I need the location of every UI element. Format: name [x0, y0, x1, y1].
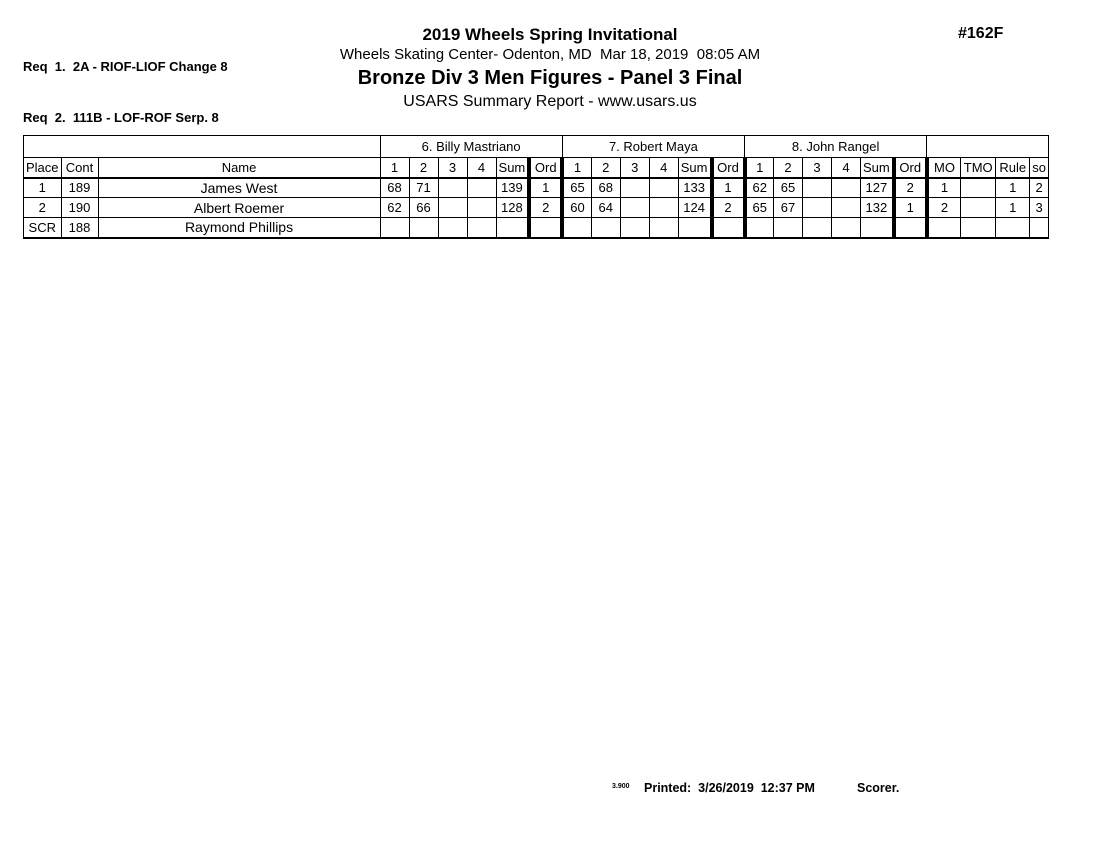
scorer-label: Scorer.: [857, 781, 900, 795]
contestant-number-cell: 188: [61, 218, 98, 238]
j7-sum-cell: [678, 218, 711, 238]
j6-score2-cell: 66: [409, 198, 438, 218]
j6-sum-header: Sum: [496, 158, 529, 178]
j7-sum-header: Sum: [678, 158, 711, 178]
judge-8-header: 8. John Rangel: [745, 136, 927, 158]
j8-ord-cell: [894, 218, 927, 238]
judge-6-header: 6. Billy Mastriano: [380, 136, 562, 158]
j8-score1-cell: [745, 218, 774, 238]
event-title: 2019 Wheels Spring Invitational: [422, 25, 678, 44]
j6-score2-header: 2: [409, 158, 438, 178]
j7-score2-cell: 64: [591, 198, 620, 218]
skater-name-cell: Albert Roemer: [98, 198, 380, 218]
requirement-line-2: Req 2. 111B - LOF-ROF Serp. 8: [23, 110, 219, 125]
j8-score3-cell: [803, 218, 832, 238]
j7-score3-cell: [620, 218, 649, 238]
j7-score1-header: 1: [562, 158, 591, 178]
j7-score1-cell: 60: [562, 198, 591, 218]
place-cell: 2: [24, 198, 62, 218]
j8-sum-cell: 127: [861, 178, 894, 198]
j8-sum-cell: [861, 218, 894, 238]
j7-score4-cell: [649, 178, 678, 198]
j6-ord-cell: [529, 218, 562, 238]
j7-ord-cell: 1: [712, 178, 745, 198]
judge-header-spacer-left: [24, 136, 381, 158]
rule-cell: 1: [996, 178, 1030, 198]
j6-sum-cell: 128: [496, 198, 529, 218]
table-row: [24, 198, 1049, 218]
tmo-cell: [961, 218, 996, 238]
j6-score4-cell: [467, 218, 496, 238]
mo-cell: 2: [927, 198, 961, 218]
j7-score3-cell: [620, 198, 649, 218]
j8-score4-cell: [832, 218, 861, 238]
tmo-cell: [961, 198, 996, 218]
j8-score3-cell: [803, 178, 832, 198]
j6-score2-cell: [409, 218, 438, 238]
j8-ord-cell: 2: [894, 178, 927, 198]
skater-name-cell: James West: [98, 178, 380, 198]
j7-score1-cell: 65: [562, 178, 591, 198]
j8-score2-cell: [774, 218, 803, 238]
j6-sum-cell: [496, 218, 529, 238]
mo-cell: 1: [927, 178, 961, 198]
j6-sum-cell: 139: [496, 178, 529, 198]
place-cell: 1: [24, 178, 62, 198]
table-row: [24, 178, 1049, 198]
j7-score2-cell: [591, 218, 620, 238]
report-type-line: USARS Summary Report - www.usars.us: [403, 93, 697, 110]
event-number: #162F: [958, 25, 1004, 42]
judge-7-header: 7. Robert Maya: [562, 136, 744, 158]
j7-sum-cell: 133: [678, 178, 711, 198]
j7-sum-cell: 124: [678, 198, 711, 218]
j8-score3-cell: [803, 198, 832, 218]
j8-score4-cell: [832, 198, 861, 218]
j8-score4-header: 4: [832, 158, 861, 178]
j6-score3-header: 3: [438, 158, 467, 178]
judge-header-spacer-right: [927, 136, 1049, 158]
mo-cell: [927, 218, 961, 238]
j6-score3-cell: [438, 218, 467, 238]
j8-score1-cell: 65: [745, 198, 774, 218]
j6-score3-cell: [438, 198, 467, 218]
rule-column-header: Rule: [996, 158, 1030, 178]
place-cell: SCR: [24, 218, 62, 238]
rule-cell: 1: [996, 198, 1030, 218]
j6-score1-cell: [380, 218, 409, 238]
so-cell: 3: [1030, 198, 1049, 218]
j7-score2-cell: 68: [591, 178, 620, 198]
place-column-header: Place: [24, 158, 62, 178]
j8-sum-cell: 132: [861, 198, 894, 218]
results-table: [23, 135, 1049, 239]
j6-ord-cell: 1: [529, 178, 562, 198]
j6-ord-header: Ord: [529, 158, 562, 178]
j6-ord-cell: 2: [529, 198, 562, 218]
judge-header-row: [24, 136, 1049, 158]
name-column-header: Name: [98, 158, 380, 178]
j6-score4-cell: [467, 178, 496, 198]
contestant-number-cell: 189: [61, 178, 98, 198]
title-block: [0, 24, 1100, 112]
j7-score4-header: 4: [649, 158, 678, 178]
division-title: Bronze Div 3 Men Figures - Panel 3 Final: [357, 67, 743, 89]
so-cell: 2: [1030, 178, 1049, 198]
j6-score1-cell: 62: [380, 198, 409, 218]
j8-ord-header: Ord: [894, 158, 927, 178]
j8-score3-header: 3: [803, 158, 832, 178]
j7-ord-header: Ord: [712, 158, 745, 178]
j6-score2-cell: 71: [409, 178, 438, 198]
j8-ord-cell: 1: [894, 198, 927, 218]
cont-column-header: Cont: [61, 158, 98, 178]
j8-sum-header: Sum: [861, 158, 894, 178]
j8-score4-cell: [832, 178, 861, 198]
j6-score4-cell: [467, 198, 496, 218]
j8-score2-cell: 65: [774, 178, 803, 198]
requirement-line-1: Req 1. 2A - RIOF-LIOF Change 8: [23, 59, 228, 74]
table-row: [24, 218, 1049, 238]
so-column-header: so: [1030, 158, 1049, 178]
skater-name-cell: Raymond Phillips: [98, 218, 380, 238]
rule-cell: [996, 218, 1030, 238]
j8-score2-cell: 67: [774, 198, 803, 218]
j7-score2-header: 2: [591, 158, 620, 178]
contestant-number-cell: 190: [61, 198, 98, 218]
mo-column-header: MO: [927, 158, 961, 178]
software-version: 3.900: [612, 783, 630, 790]
printed-timestamp: Printed: 3/26/2019 12:37 PM: [644, 781, 815, 795]
j7-score1-cell: [562, 218, 591, 238]
so-cell: [1030, 218, 1049, 238]
tmo-cell: [961, 178, 996, 198]
j7-ord-cell: 2: [712, 198, 745, 218]
j6-score1-cell: 68: [380, 178, 409, 198]
j8-score1-cell: 62: [745, 178, 774, 198]
j8-score1-header: 1: [745, 158, 774, 178]
j6-score3-cell: [438, 178, 467, 198]
j7-score4-cell: [649, 198, 678, 218]
j6-score1-header: 1: [380, 158, 409, 178]
j6-score4-header: 4: [467, 158, 496, 178]
j7-score4-cell: [649, 218, 678, 238]
tmo-column-header: TMO: [961, 158, 996, 178]
j8-score2-header: 2: [774, 158, 803, 178]
j7-ord-cell: [712, 218, 745, 238]
column-header-row: [24, 158, 1049, 178]
j7-score3-header: 3: [620, 158, 649, 178]
j7-score3-cell: [620, 178, 649, 198]
venue-date-line: Wheels Skating Center- Odenton, MD Mar 18, 2019 08:05 AM: [339, 46, 761, 63]
